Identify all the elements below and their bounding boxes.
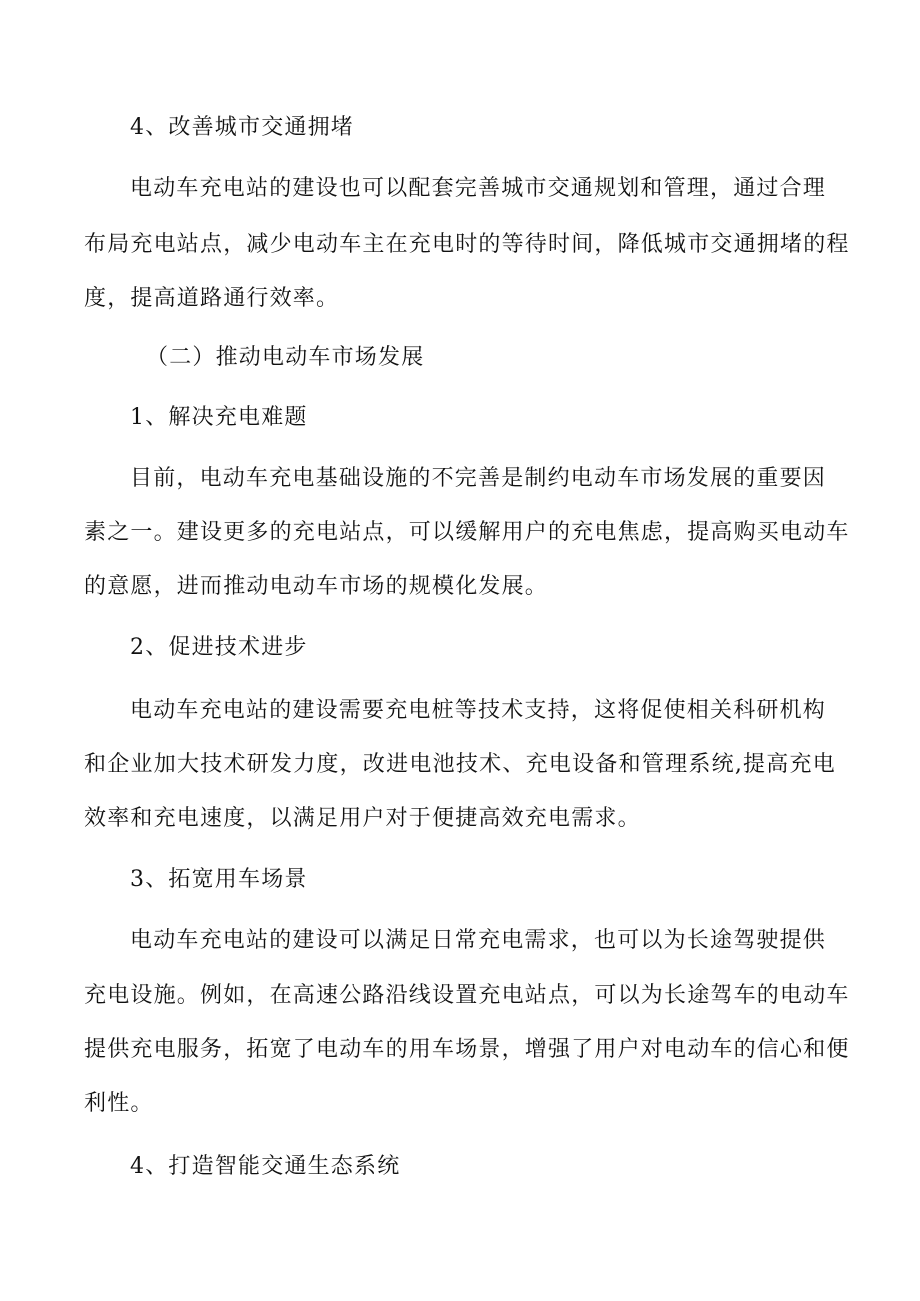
paragraph-line: 电动车充电站的建设也可以配套完善城市交通规划和管理，通过合理 [130,176,827,201]
heading-solve-charging: 1、解决充电难题 [130,405,308,430]
paragraph-line: 提供充电服务，拓宽了电动车的用车场景，增强了用户对电动车的信心和便 [84,1037,850,1062]
paragraph-line: 目前，电动车充电基础设施的不完善是制约电动车市场发展的重要因 [130,466,827,491]
heading-smart-ecosystem: 4、打造智能交通生态系统 [130,1154,401,1179]
heading-expand-scenarios: 3、拓宽用车场景 [130,867,308,892]
paragraph-line: 素之一。建设更多的充电站点，可以缓解用户的充电焦虑，提高购买电动车 [84,520,850,545]
paragraph-line: 度，提高道路通行效率。 [84,286,340,311]
paragraph-line: 电动车充电站的建设需要充电桩等技术支持，这将促使相关科研机构 [130,698,827,723]
paragraph-line: 的意愿，进而推动电动车市场的规模化发展。 [84,574,549,599]
paragraph-line: 充电设施。例如，在高速公路沿线设置充电站点，可以为长途驾车的电动车 [84,983,850,1008]
heading-improve-traffic: 4、改善城市交通拥堵 [130,115,354,140]
section-title: （二）推动电动车市场发展 [146,345,425,370]
paragraph-line: 电动车充电站的建设可以满足日常充电需求，也可以为长途驾驶提供 [130,928,827,953]
heading-tech-progress: 2、促进技术进步 [130,635,308,660]
paragraph-line: 利性。 [84,1091,154,1116]
paragraph-line: 和企业加大技术研发力度，改进电池技术、充电设备和管理系统,提高充电 [84,752,836,777]
paragraph-line: 布局充电站点，减少电动车主在充电时的等待时间，降低城市交通拥堵的程 [84,232,850,257]
paragraph-line: 效率和充电速度，以满足用户对于便捷高效充电需求。 [84,806,641,831]
